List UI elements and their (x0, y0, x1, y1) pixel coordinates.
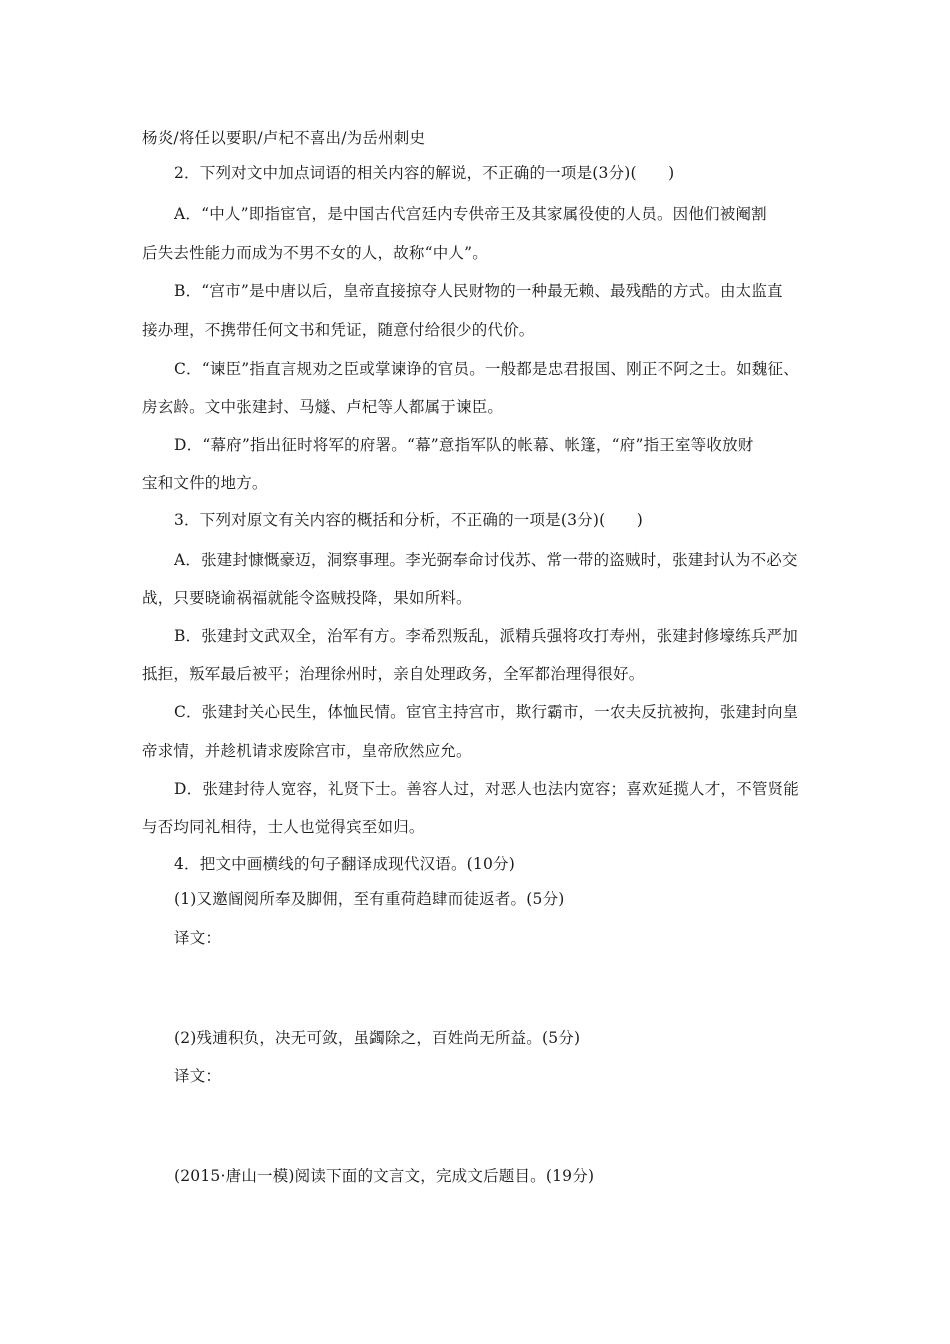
question-2-stem: 2．下列对文中加点词语的相关内容的解说，不正确的一项是(3分)( ) (174, 164, 675, 182)
question-3-option-b-cont: 抵拒，叛军最后被平；治理徐州时，亲自处理政务，全军都治理得很好。 (142, 665, 645, 683)
translation-label-2: 译文： (174, 1067, 222, 1085)
question-2-option-b: B．“宫市”是中唐以后，皇帝直接掠夺人民财物的一种最无赖、最残酷的方式。由太监直 (174, 282, 783, 300)
question-3-option-c-cont: 帝求情，并趁机请求废除宫市，皇帝欣然应允。 (142, 742, 472, 760)
question-4-item-2: (2)残逋积负，决无可敛，虽蠲除之，百姓尚无所益。(5分) (174, 1029, 581, 1047)
question-2-option-c: C．“谏臣”指直言规劝之臣或掌谏诤的官员。一般都是忠君报国、刚正不阿之士。如魏征、 (174, 360, 799, 378)
question-4-stem: 4．把文中画横线的句子翻译成现代汉语。(10分) (174, 855, 515, 873)
answer-line: 杨炎/将任以要职/卢杞不喜出/为岳州刺史 (142, 129, 426, 147)
question-3-option-c: C．张建封关心民生，体恤民情。宦官主持宫市，欺行霸市，一农夫反抗被拘，张建封向皇 (174, 703, 799, 721)
question-4-item-1: (1)又邀阍阅所奉及脚佣，至有重荷趋肆而徒返者。(5分) (174, 890, 565, 908)
question-2-option-a: A．“中人”即指宦官，是中国古代宫廷内专供帝王及其家属役使的人员。因他们被阉割 (174, 205, 767, 223)
question-2-option-d: D．“幕府”指出征时将军的府署。“幕”意指军队的帐幕、帐篷，“府”指王室等收放财 (174, 436, 754, 454)
question-2-option-b-cont: 接办理，不携带任何文书和凭证，随意付给很少的代价。 (142, 321, 535, 339)
question-2-option-c-cont: 房玄龄。文中张建封、马燧、卢杞等人都属于谏臣。 (142, 398, 504, 416)
next-passage-heading: (2015·唐山一模)阅读下面的文言文，完成文后题目。(19分) (174, 1167, 595, 1185)
question-3-option-b: B．张建封文武双全，治军有方。李希烈叛乱，派精兵强将攻打寿州，张建封修壕练兵严加 (174, 627, 798, 645)
question-3-option-d-cont: 与否均同礼相待，士人也觉得宾至如归。 (142, 818, 425, 836)
question-3-option-d: D．张建封待人宽容，礼贤下士。善容人过，对恶人也法内宽容；喜欢延揽人才，不管贤能 (174, 780, 799, 798)
question-3-option-a: A．张建封慷慨豪迈，洞察事理。李光弼奉命讨伐苏、常一带的盗贼时，张建封认为不必交 (174, 551, 798, 569)
question-3-stem: 3．下列对原文有关内容的概括和分析，不正确的一项是(3分)( ) (174, 511, 644, 529)
question-3-option-a-cont: 战，只要晓谕祸福就能令盗贼投降，果如所料。 (142, 589, 472, 607)
question-2-option-d-cont: 宝和文件的地方。 (142, 474, 268, 492)
question-2-option-a-cont: 后失去性能力而成为不男不女的人，故称“中人”。 (142, 244, 488, 262)
translation-label-1: 译文： (174, 929, 222, 947)
